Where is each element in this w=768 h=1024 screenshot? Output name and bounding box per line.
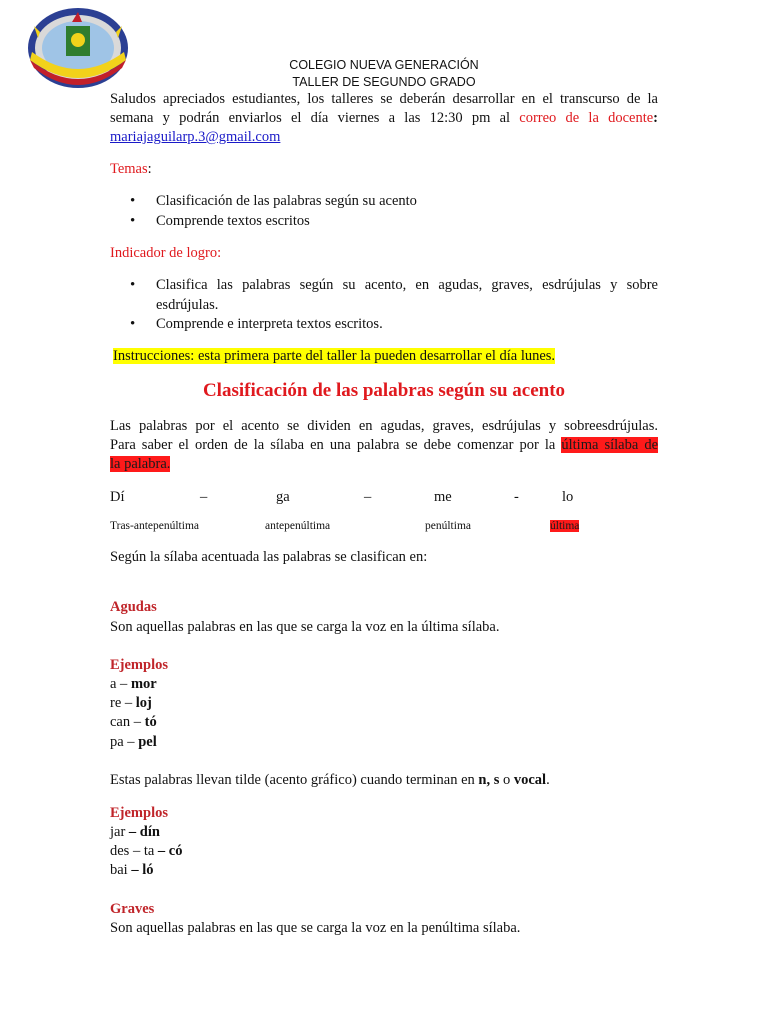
label-penultima: penúltima <box>425 520 471 532</box>
indicador-heading: Indicador de logro: <box>110 245 222 261</box>
ejemplos-heading: Ejemplos <box>110 657 168 673</box>
example-stress: – có <box>157 843 183 859</box>
example-pre: jar <box>110 824 129 840</box>
example-stress: tó <box>144 714 157 730</box>
example-item <box>110 861 154 880</box>
list-item <box>110 276 658 315</box>
temas-heading <box>110 160 658 179</box>
example-item <box>110 713 157 732</box>
example-pre: des – ta <box>110 843 158 859</box>
syllable-dash: – <box>200 489 208 505</box>
indicador-item-1-line-2: esdrújulas. <box>156 296 219 313</box>
syllable-dash: - <box>514 489 519 505</box>
example-item <box>110 675 157 694</box>
example-item <box>110 823 160 842</box>
example-pre: bai <box>110 862 132 878</box>
example-stress: mor <box>130 676 157 692</box>
header-school-name: COLEGIO NUEVA GENERACIÓN <box>289 58 479 72</box>
indicador-list <box>110 276 658 335</box>
paragraph-line-2 <box>110 436 658 455</box>
example-item <box>110 694 152 713</box>
agudas-definition: Son aquellas palabras en las que se carga la voz en la última sílaba. <box>110 619 500 635</box>
syllable-lo: lo <box>562 489 574 505</box>
teacher-email-label: correo de la docente <box>519 110 654 126</box>
example-pre: re – <box>110 695 136 711</box>
agudas-heading: Agudas <box>110 599 157 615</box>
indicador-item-1-line-1: • Clasifica las palabras según su acento, en agudas, graves, esdrújulas y sobre <box>156 277 658 293</box>
header-workshop-title: TALLER DE SEGUNDO GRADO <box>292 75 476 89</box>
tilde-period: . <box>546 772 550 788</box>
intro-text: semana y podrán enviarlos el día viernes a las 12:30 pm al <box>110 110 511 126</box>
example-pre: can – <box>110 714 145 730</box>
example-pre: a – <box>110 676 131 692</box>
list-item: • Comprende textos escritos <box>110 212 658 232</box>
example-stress: – dín <box>128 824 160 840</box>
tilde-n-s: n, s <box>478 772 500 788</box>
list-item: • Comprende e interpreta textos escritos. <box>110 315 658 335</box>
label-ultima: última <box>550 520 580 532</box>
section-title: Clasificación de las palabras según su acento <box>202 380 566 401</box>
example-pre: pa – <box>110 734 139 750</box>
paragraph-line-2-text: Para saber el orden de la sílaba en una palabra se debe comenzar por la <box>110 437 556 453</box>
list-item: • Clasificación de las palabras según su acento <box>110 192 658 212</box>
label-antepenultima: antepenúltima <box>265 520 331 532</box>
clasifican-text: Según la sílaba acentuada las palabras se clasifican en: <box>110 549 428 565</box>
temas-colon: : <box>147 161 152 177</box>
example-stress: loj <box>135 695 152 711</box>
syllable-ga: ga <box>276 489 290 505</box>
temas-list <box>110 192 658 231</box>
syllable-dash: – <box>364 489 372 505</box>
colon: : <box>653 110 659 126</box>
paragraph-line-1: Las palabras por el acento se dividen en agudas, graves, esdrújulas y sobreesdrújulas. <box>110 418 658 434</box>
la-palabra-highlight: la palabra. <box>110 456 171 472</box>
syllable-me: me <box>434 489 452 505</box>
tilde-vocal: vocal <box>513 772 547 788</box>
example-stress: – ló <box>131 862 154 878</box>
temas-label: Temas <box>110 161 148 177</box>
ultima-silaba-highlight: última sílaba de <box>561 437 659 453</box>
graves-heading: Graves <box>110 901 155 917</box>
intro-line-2 <box>110 109 658 128</box>
label-tras-antepenultima: Tras-antepenúltima <box>110 520 200 532</box>
instructions-highlight: Instrucciones: esta primera parte del taller la pueden desarrollar el día lunes. <box>113 348 556 364</box>
tilde-text: Estas palabras llevan tilde (acento gráfico) cuando terminan en <box>110 772 475 788</box>
intro-line-1: Saludos apreciados estudiantes, los talleres se deberán desarrollar en el transcurso de la <box>110 91 658 107</box>
tilde-o: o <box>502 772 511 788</box>
tilde-rule <box>110 771 550 790</box>
ejemplos-heading-2: Ejemplos <box>110 805 168 821</box>
graves-definition: Son aquellas palabras en las que se carga la voz en la penúltima sílaba. <box>110 920 521 936</box>
example-item <box>110 733 157 752</box>
teacher-email-link[interactable]: mariajaguilarp.3@gmail.com <box>110 129 281 145</box>
example-item <box>110 842 182 861</box>
syllable-di: Dí <box>110 489 125 505</box>
example-stress: pel <box>138 734 157 750</box>
